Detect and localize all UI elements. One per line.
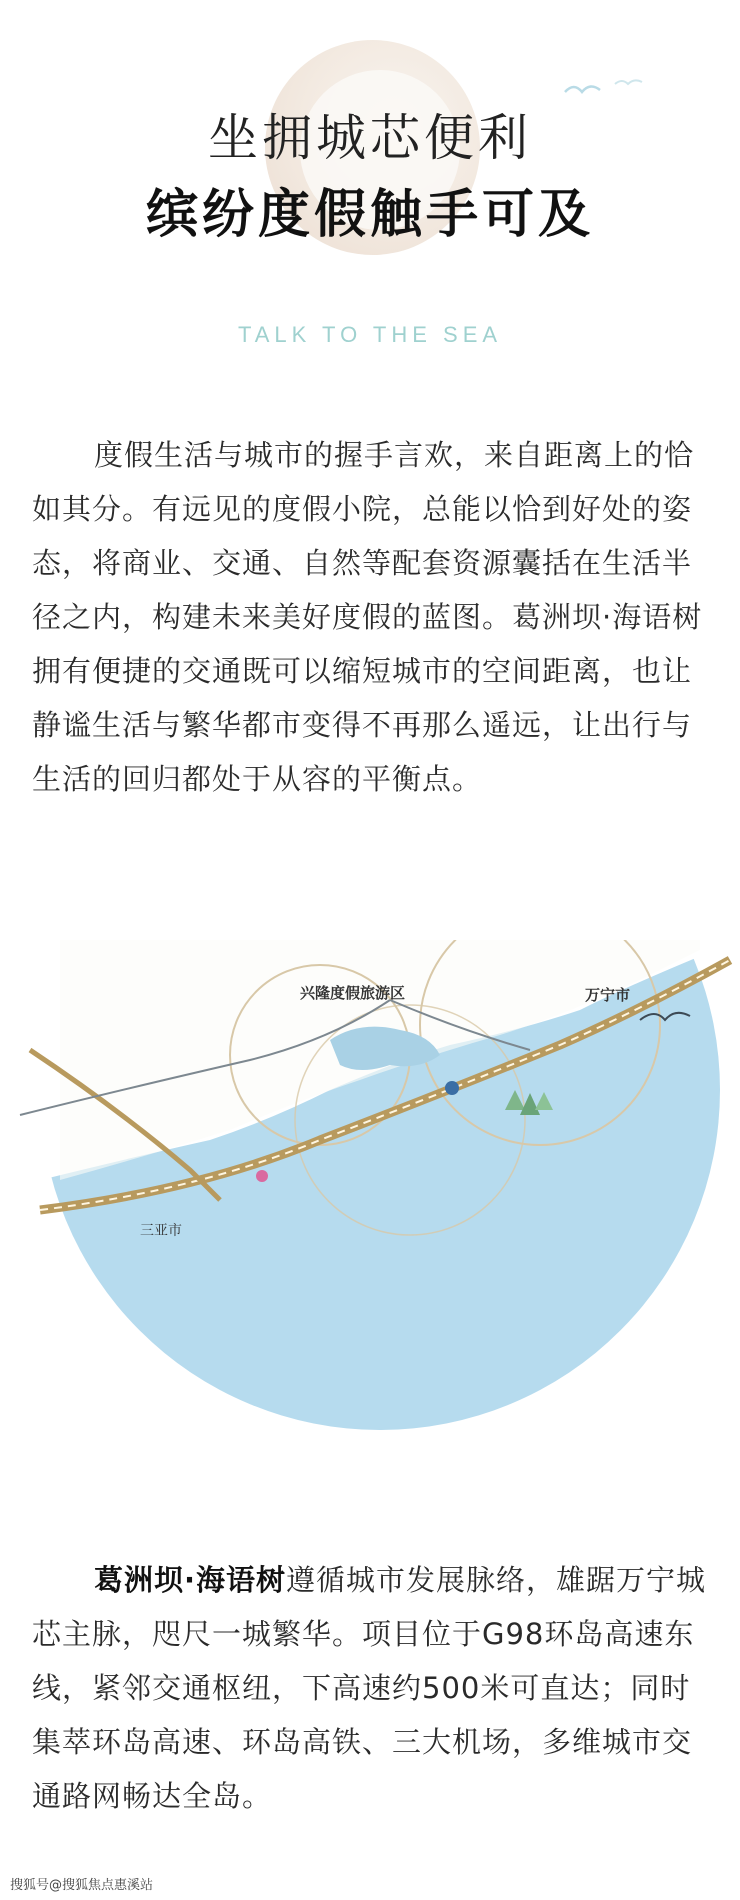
page-title-line-2: 缤纷度假触手可及 <box>145 185 594 245</box>
page-title-line-1: 坐拥城芯便利 <box>208 109 532 167</box>
footer-watermark: 搜狐号@搜狐焦点惠溪站 <box>10 1878 154 1893</box>
project-name: 葛洲坝·海语树 <box>94 1563 287 1597</box>
map-label-wanning: 万宁市 <box>585 986 631 1004</box>
detail-text: 遵循城市发展脉络，雄踞万宁城芯主脉，咫尺一城繁华。项目位于G98环岛高速东线，紧邻交通枢纽，下高速约500米可直达；同时集萃环岛高速、环岛高铁、三大机场，多维城市交通路网畅达全岛。 <box>32 1563 707 1813</box>
detail-paragraph <box>32 1553 712 1823</box>
page-subtitle: TALK TO THE SEA <box>237 322 503 347</box>
location-marker <box>445 1081 459 1095</box>
map-label-sanya: 三亚市 <box>140 1223 182 1239</box>
intro-paragraph: 度假生活与城市的握手言欢，来自距离上的恰如其分。有远见的度假小院，总能以恰到好处的姿态，将商业、交通、自然等配套资源囊括在生活半径之内，构建未来美好度假的蓝图。葛洲坝·海语树拥有便捷的交通既可以缩短城市的空间距离，也让静谧生活与繁华都市变得不再那么遥远，让出行与生活的回归都处于从容的平衡点。 <box>32 438 703 796</box>
location-marker <box>256 1170 268 1182</box>
map-label-xinglong: 兴隆度假旅游区 <box>300 984 406 1002</box>
location-map <box>0 940 740 1500</box>
